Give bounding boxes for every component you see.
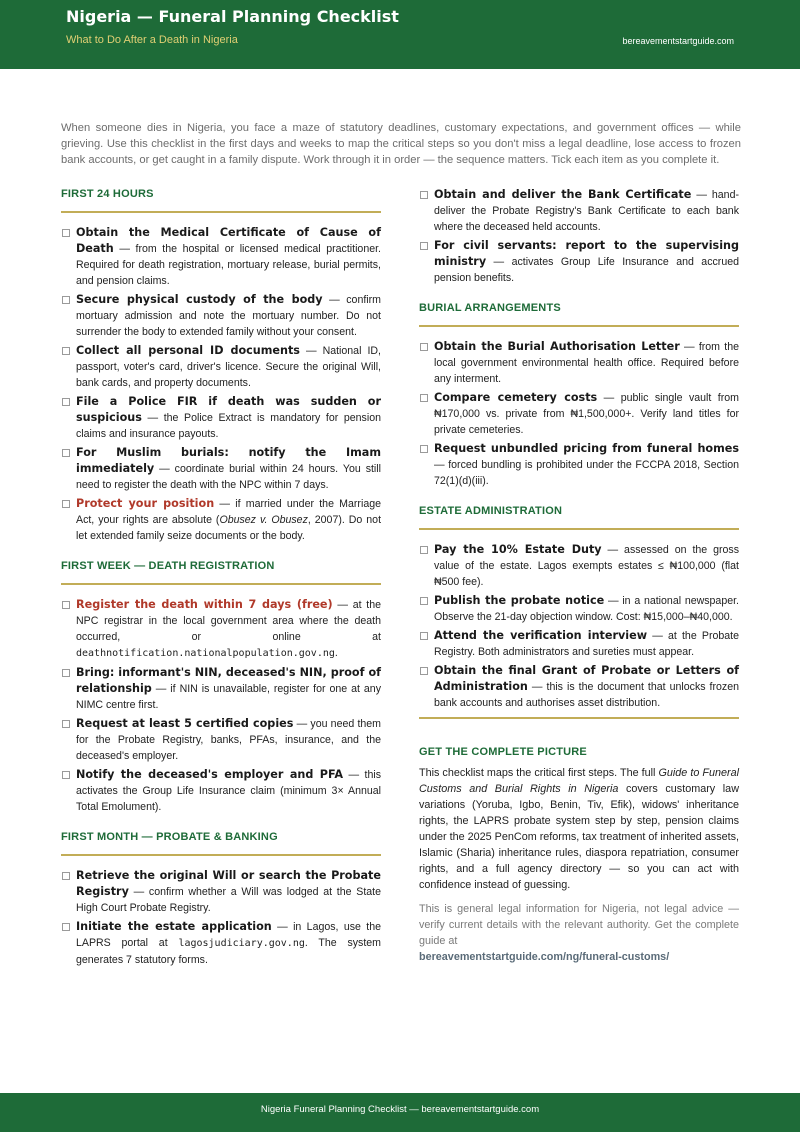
- item-text: — this activates the Group Life Insurance claim (minimum 3× Annual Total Emolument).: [76, 769, 381, 813]
- item-lead: Obtain the Medical Certificate of Cause of Death: [76, 226, 381, 255]
- checkbox[interactable]: [62, 771, 70, 779]
- checkbox[interactable]: [420, 546, 428, 554]
- checklist-item: [419, 593, 739, 625]
- disclaimer-note: [419, 901, 739, 965]
- checkbox[interactable]: [62, 720, 70, 728]
- item-text: — National ID, passport, voter's card, driver's licence. Secure the original Will, bank cards, and property documents.: [76, 345, 381, 389]
- section-divider: [61, 854, 381, 856]
- document-title: Nigeria — Funeral Planning Checklist: [66, 7, 399, 26]
- checkbox[interactable]: [420, 597, 428, 605]
- checklist-item: [61, 496, 381, 544]
- item-text: — activates Group Life Insurance and accrued pension benefits.: [434, 256, 739, 284]
- checkbox[interactable]: [62, 923, 70, 931]
- checklist-item: [61, 292, 381, 340]
- item-lead: Initiate the estate application: [76, 920, 272, 933]
- section-divider: [419, 528, 739, 530]
- item-lead: File a Police FIR if death was sudden or suspicious: [76, 395, 381, 424]
- checkbox[interactable]: [420, 394, 428, 402]
- item-text: — forced bundling is prohibited under the FCCPA 2018, Section 72(1)(d)(iii).: [434, 459, 739, 487]
- document-subtitle: What to Do After a Death in Nigeria: [66, 34, 238, 46]
- complete-picture-paragraph: [419, 765, 739, 893]
- item-lead: Attend the verification interview: [434, 629, 648, 642]
- item-lead: For Muslim burials: notify the Imam immediately: [76, 446, 381, 475]
- checkbox[interactable]: [420, 445, 428, 453]
- checklist-item: [61, 597, 381, 662]
- checkbox[interactable]: [420, 667, 428, 675]
- header-site-link[interactable]: bereavementstartguide.com: [622, 36, 734, 46]
- item-lead: For civil servants: report to the supervising ministry: [434, 239, 739, 268]
- section-divider: [419, 717, 739, 719]
- item-lead: Retrieve the original Will or search the Probate Registry: [76, 869, 381, 898]
- item-text: .: [334, 647, 338, 659]
- item-text: — in a national newspaper. Observe the 21-day objection window. Cost: ₦15,000–₦40,000.: [434, 595, 739, 623]
- url-text[interactable]: deathnotification.nationalpopulation.gov.ng: [76, 648, 335, 659]
- checkbox[interactable]: [420, 191, 428, 199]
- item-lead: Secure physical custody of the body: [76, 293, 323, 306]
- checkbox[interactable]: [62, 398, 70, 406]
- checklist-item: [61, 767, 381, 815]
- item-lead: Publish the probate notice: [434, 594, 605, 607]
- item-text: — this is the document that unlocks frozen bank accounts and authorises asset distribution.: [434, 681, 739, 709]
- item-lead: Compare cemetery costs: [434, 391, 598, 404]
- section-heading-first-month: FIRST MONTH — PROBATE & BANKING: [61, 831, 278, 843]
- checkbox[interactable]: [62, 449, 70, 457]
- item-text: — confirm whether a Will was lodged at the State High Court Probate Registry.: [76, 886, 381, 914]
- checklist-item: [419, 339, 739, 387]
- checklist-item: [61, 665, 381, 713]
- checkbox[interactable]: [420, 343, 428, 351]
- case-citation: Obusez v. Obusez: [219, 514, 308, 526]
- page-footer: [0, 1093, 800, 1132]
- footer-text: Nigeria Funeral Planning Checklist — bereavementstartguide.com: [260, 1104, 540, 1115]
- item-text: — assessed on the gross value of the estate. Lagos exempts estates ≤ ₦100,000 (flat ₦500 fee).: [434, 544, 739, 588]
- item-lead: Obtain the final Grant of Probate or Letters of Administration: [434, 664, 739, 693]
- checkbox[interactable]: [62, 669, 70, 677]
- checklist-item: [419, 441, 739, 489]
- section-divider: [61, 583, 381, 585]
- item-text: — coordinate burial within 24 hours. You still need to register the death with the NPC within 7 days.: [76, 463, 381, 491]
- checklist-item: [419, 238, 739, 286]
- item-lead: Obtain the Burial Authorisation Letter: [434, 340, 680, 353]
- intro-paragraph: When someone dies in Nigeria, you face a maze of statutory deadlines, customary expectations, and government offices — while grieving. Use this checklist in the first days and weeks to map the critical steps so you don't miss a legal deadline, lose access to frozen bank accounts, or get caught in a family dispute. Work through it in order — the sequence matters. Tick each item as you complete it.: [61, 122, 741, 166]
- checklist-item: [419, 390, 739, 438]
- item-lead: Pay the 10% Estate Duty: [434, 543, 602, 556]
- checklist-item: [419, 187, 739, 235]
- checklist-item: [419, 542, 739, 590]
- item-text: — if NIN is unavailable, register for one at any NIMC centre first.: [76, 683, 381, 711]
- checklist-item: [61, 445, 381, 493]
- checklist-item: [61, 716, 381, 764]
- section-heading-estate: ESTATE ADMINISTRATION: [419, 505, 563, 517]
- checklist-item: [419, 663, 739, 711]
- checkbox[interactable]: [420, 632, 428, 640]
- item-text: — hand-deliver the Probate Registry's Bank Certificate to each bank where the deceased held accounts.: [434, 189, 739, 233]
- checkbox[interactable]: [62, 229, 70, 237]
- page-header: [0, 0, 800, 69]
- item-lead-highlight: Register the death within 7 days (free): [76, 598, 333, 611]
- left-column: [61, 187, 381, 971]
- item-text: — if married under the Marriage Act, your rights are absolute (: [76, 498, 381, 526]
- section-heading-complete-picture: GET THE COMPLETE PICTURE: [419, 746, 587, 758]
- item-text: — at the NPC registrar in the local government area where the death occurred, or online at: [76, 599, 381, 643]
- paragraph-text: This checklist maps the critical first steps. The full: [419, 767, 659, 779]
- item-lead: Notify the deceased's employer and PFA: [76, 768, 343, 781]
- checkbox[interactable]: [420, 242, 428, 250]
- item-text: — from the local government environmental health office. Required before any interment.: [434, 341, 739, 385]
- section-divider: [61, 211, 381, 213]
- item-text: — public single vault from ₦170,000 vs. private from ₦1,500,000+. Verify land titles for private cemeteries.: [434, 392, 739, 436]
- item-lead: Bring: informant's NIN, deceased's NIN, proof of relationship: [76, 666, 381, 695]
- checkbox[interactable]: [62, 296, 70, 304]
- checkbox[interactable]: [62, 500, 70, 508]
- item-text: — you need them for the Probate Registry, banks, PFAs, insurance, and the deceased's employer.: [76, 718, 381, 762]
- item-text: . The system generates 7 statutory forms.: [76, 937, 381, 966]
- item-lead: Request at least 5 certified copies: [76, 717, 294, 730]
- checkbox[interactable]: [62, 347, 70, 355]
- checklist-item: [61, 868, 381, 916]
- item-lead: Request unbundled pricing from funeral homes: [434, 442, 739, 455]
- item-text: , 2007). Do not let extended family seize documents or the body.: [76, 514, 382, 542]
- item-text: — from the hospital or licensed medical practitioner. Required for death registration, mortuary release, burial permits, and pension claims.: [76, 243, 381, 287]
- section-divider: [419, 325, 739, 327]
- checklist-item: [61, 919, 381, 968]
- checkbox[interactable]: [62, 601, 70, 609]
- checkbox[interactable]: [62, 872, 70, 880]
- checklist-item: [61, 343, 381, 391]
- item-lead: Collect all personal ID documents: [76, 344, 300, 357]
- item-lead-highlight: Protect your position: [76, 497, 215, 510]
- item-text: — at the Probate Registry. Both administrators and sureties must appear.: [434, 630, 739, 658]
- paragraph-text: covers customary law variations (Yoruba, Igbo, Benin, Tiv, Efik), widows' inheritance rights, the LAPRS probate system step by step, pension claims under the 2025 PenCom reforms, tax treatment of inherited assets, Islamic (Sharia) inheritance rules, diaspora repatriation, consumer rights, and a full agency directory — so you can act with confidence instead of guessing.: [419, 783, 739, 891]
- section-heading-first-week: FIRST WEEK — DEATH REGISTRATION: [61, 560, 275, 572]
- item-text: — confirm mortuary admission and note the mortuary number. Do not surrender the body to extended family without your consent.: [76, 294, 381, 338]
- guide-title: Guide to Funeral Customs and Burial Rights in Nigeria: [419, 767, 739, 795]
- right-column: [419, 187, 739, 965]
- section-heading-first-24-hours: FIRST 24 HOURS: [61, 188, 154, 200]
- checklist-item: [61, 225, 381, 289]
- item-text: — in Lagos, use the LAPRS portal at: [76, 921, 382, 949]
- url-text[interactable]: lagosjudiciary.gov.ng: [178, 938, 305, 949]
- checklist-item: [419, 628, 739, 660]
- item-text: — the Police Extract is mandatory for pension claims and insurance payouts.: [76, 412, 381, 440]
- checklist-item: [61, 394, 381, 442]
- item-lead: Obtain and deliver the Bank Certificate: [434, 188, 692, 201]
- section-heading-burial: BURIAL ARRANGEMENTS: [419, 302, 561, 314]
- disclaimer-text: This is general legal information for Nigeria, not legal advice — verify current details with the relevant authority. Get the complete guide at: [419, 903, 739, 947]
- guide-link[interactable]: bereavementstartguide.com/ng/funeral-customs/: [419, 951, 670, 963]
